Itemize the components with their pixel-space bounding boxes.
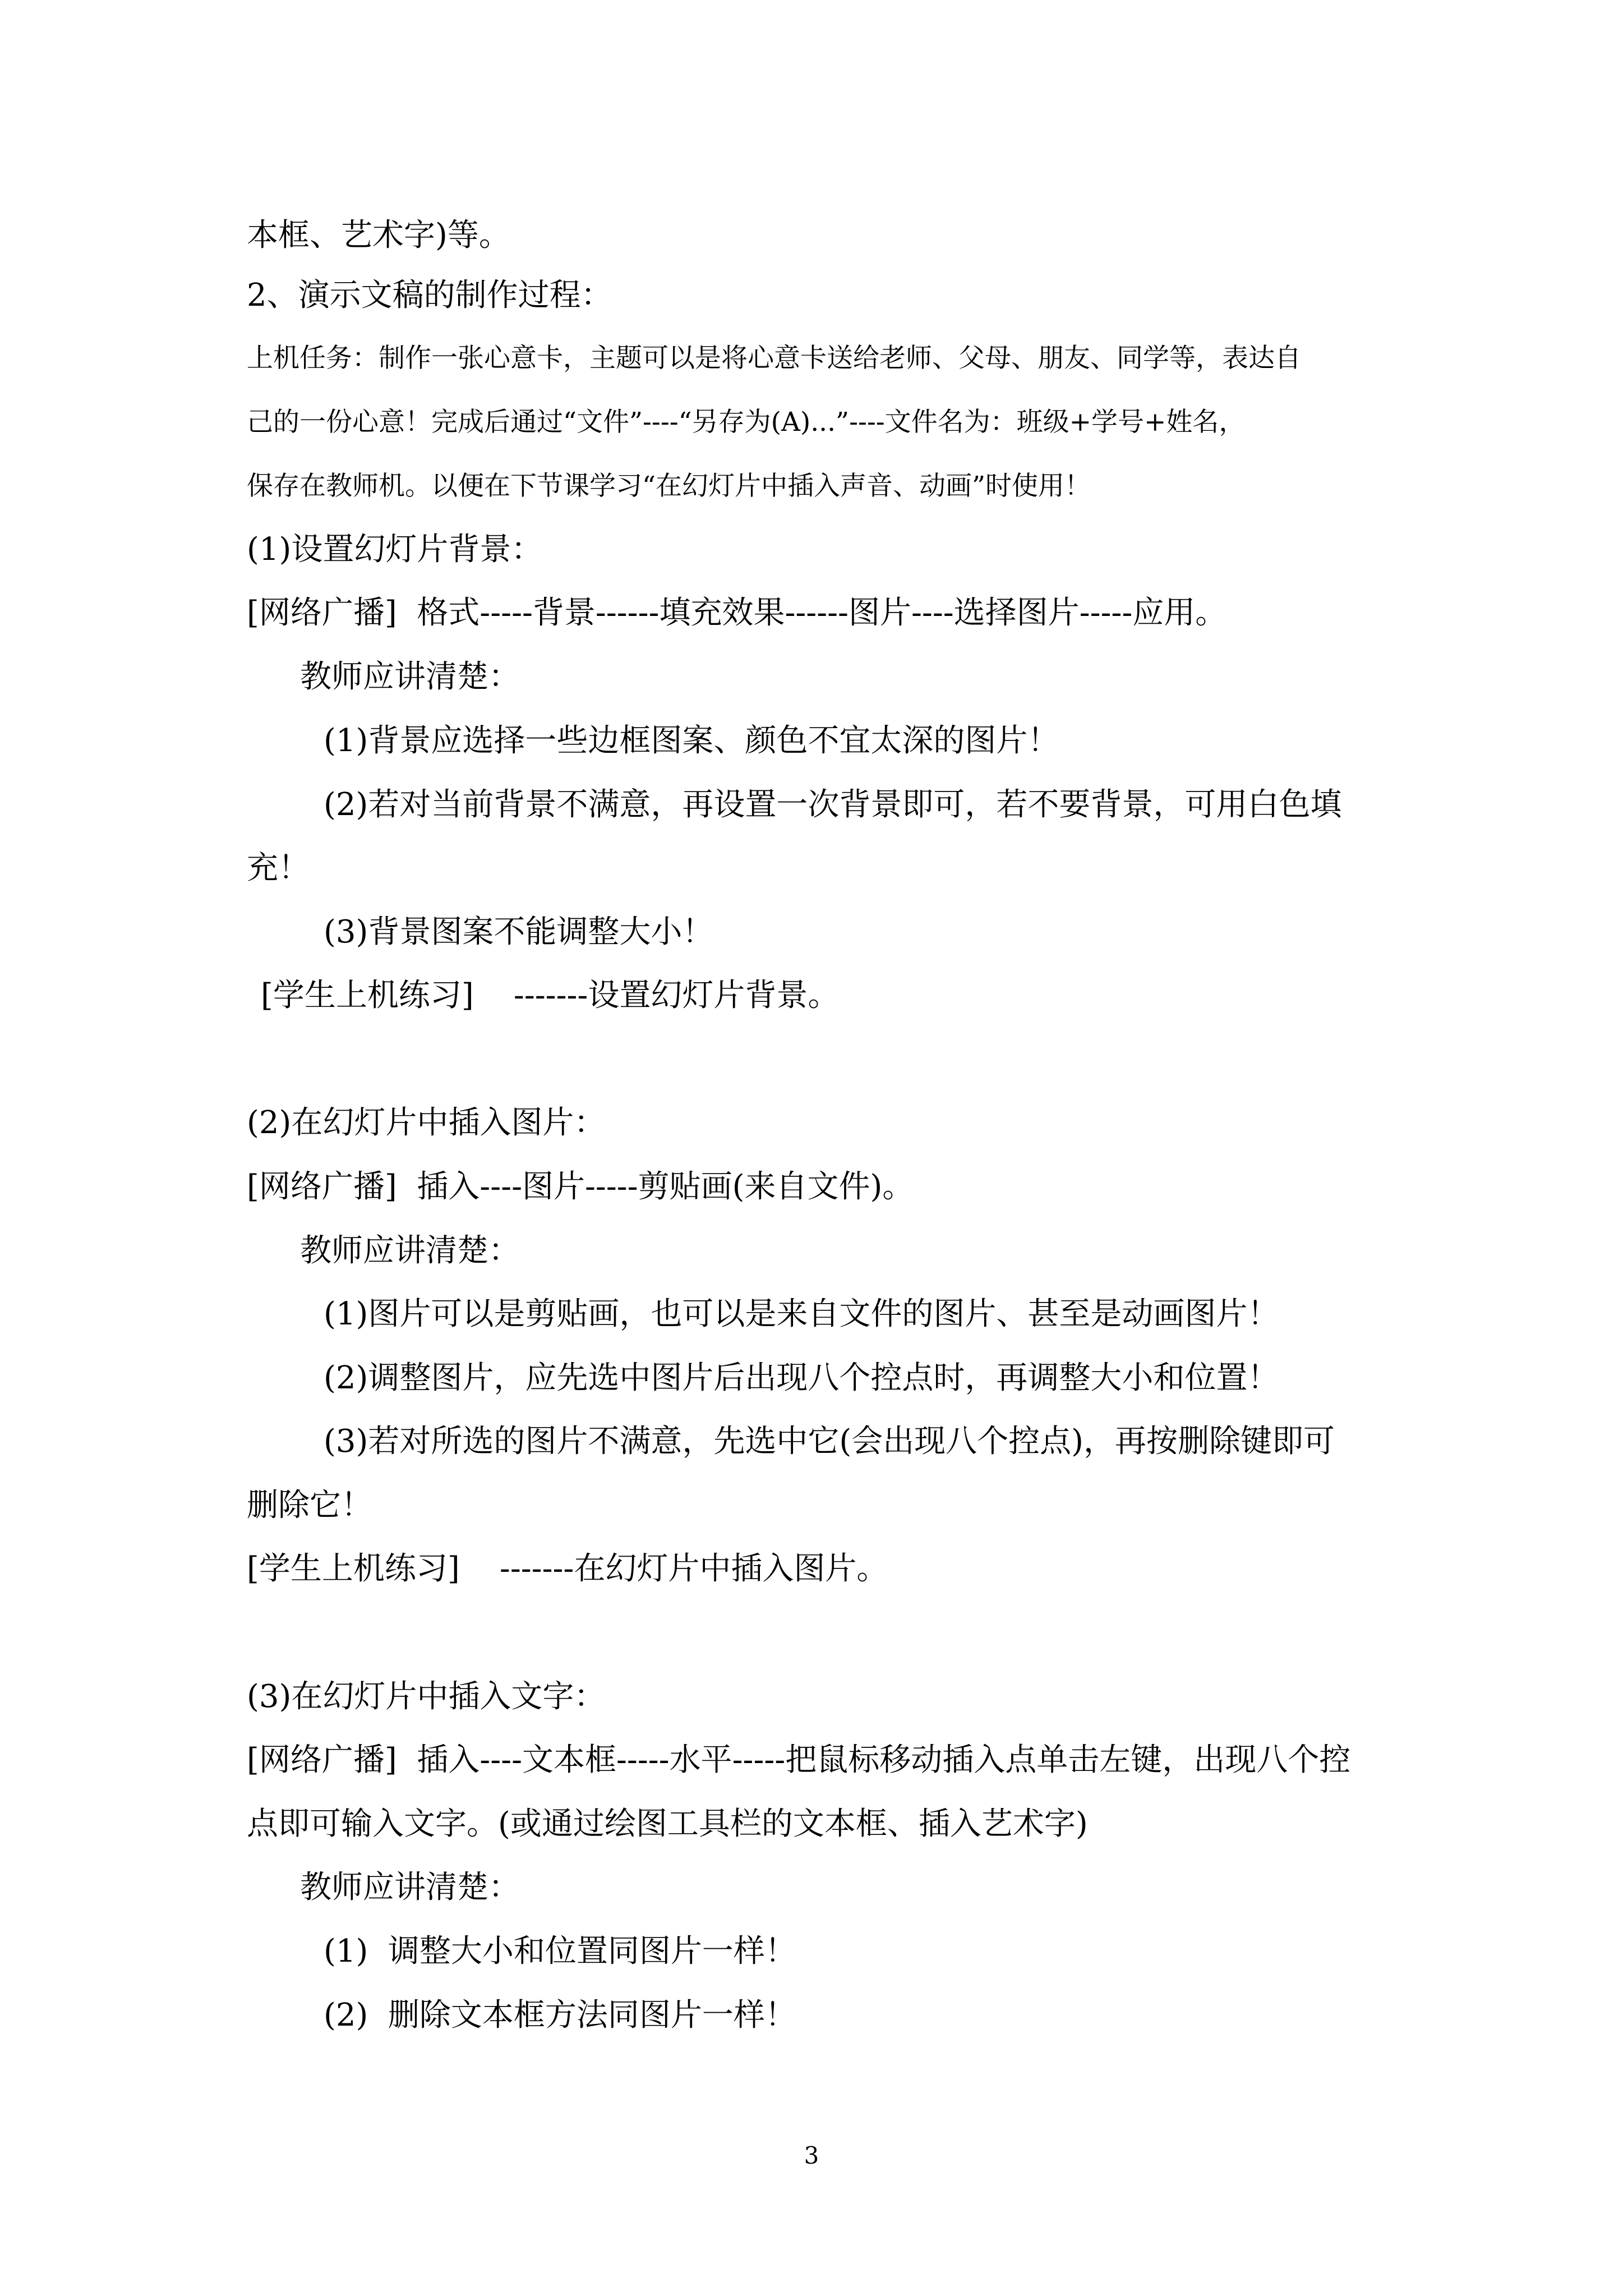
text-line: [网络广播] 插入----图片-----剪贴画(来自文件)。 — [247, 1168, 914, 1205]
text-line: 己的一份心意！完成后通过“文件”----“另存为(A)...”----文件名为：班级+学号+姓名， — [247, 407, 1246, 438]
text-line: 删除它！ — [247, 1487, 372, 1524]
text-line: (2)调整图片，应先选中图片后出现八个控点时，再调整大小和位置！ — [324, 1360, 1279, 1396]
text-line: 教师应讲清楚： — [300, 1232, 520, 1269]
text-line: (1) 调整大小和位置同图片一样！ — [324, 1933, 796, 1970]
page-number: 3 — [804, 2142, 819, 2169]
text-line: [学生上机练习] -------设置幻灯片背景。 — [261, 977, 840, 1014]
subsection-heading: (2)在幻灯片中插入图片： — [247, 1105, 606, 1141]
text-line: 上机任务：制作一张心意卡，主题可以是将心意卡送给老师、父母、朋友、同学等，表达自 — [247, 343, 1301, 374]
text-line: [学生上机练习] -------在幻灯片中插入图片。 — [247, 1550, 888, 1587]
text-line: [网络广播] 插入----文本框-----水平-----把鼠标移动插入点单击左键，出现八个控 — [247, 1742, 1351, 1778]
text-line: (2) 删除文本框方法同图片一样！ — [324, 1997, 796, 2033]
text-line: (1)图片可以是剪贴画，也可以是来自文件的图片、甚至是动画图片！ — [324, 1296, 1279, 1332]
text-line: (3)若对所选的图片不满意，先选中它(会出现八个控点)，再按删除键即可 — [324, 1423, 1335, 1460]
text-line: 教师应讲清楚： — [300, 1869, 520, 1906]
text-line: (1)背景应选择一些边框图案、颜色不宜太深的图片！ — [324, 723, 1059, 759]
text-line: (2)若对当前背景不满意，再设置一次背景即可，若不要背景，可用白色填 — [324, 786, 1342, 823]
section-heading: 2、演示文稿的制作过程： — [247, 277, 612, 314]
text-line: (3)背景图案不能调整大小！ — [324, 914, 714, 950]
text-line: 点即可输入文字。(或通过绘图工具栏的文本框、插入艺术字) — [247, 1806, 1088, 1842]
text-line: [网络广播] 格式-----背景------填充效果------图片----选择图片-----应用。 — [247, 595, 1227, 631]
subsection-heading: (3)在幻灯片中插入文字： — [247, 1678, 606, 1715]
text-line: 充！ — [247, 850, 310, 886]
text-line: 教师应讲清楚： — [300, 659, 520, 695]
text-line: 本框、艺术字)等。 — [247, 217, 510, 254]
subsection-heading: (1)设置幻灯片背景： — [247, 531, 543, 568]
text-line: 保存在教师机。以便在下节课学习“在幻灯片中插入声音、动画”时使用！ — [247, 471, 1091, 501]
